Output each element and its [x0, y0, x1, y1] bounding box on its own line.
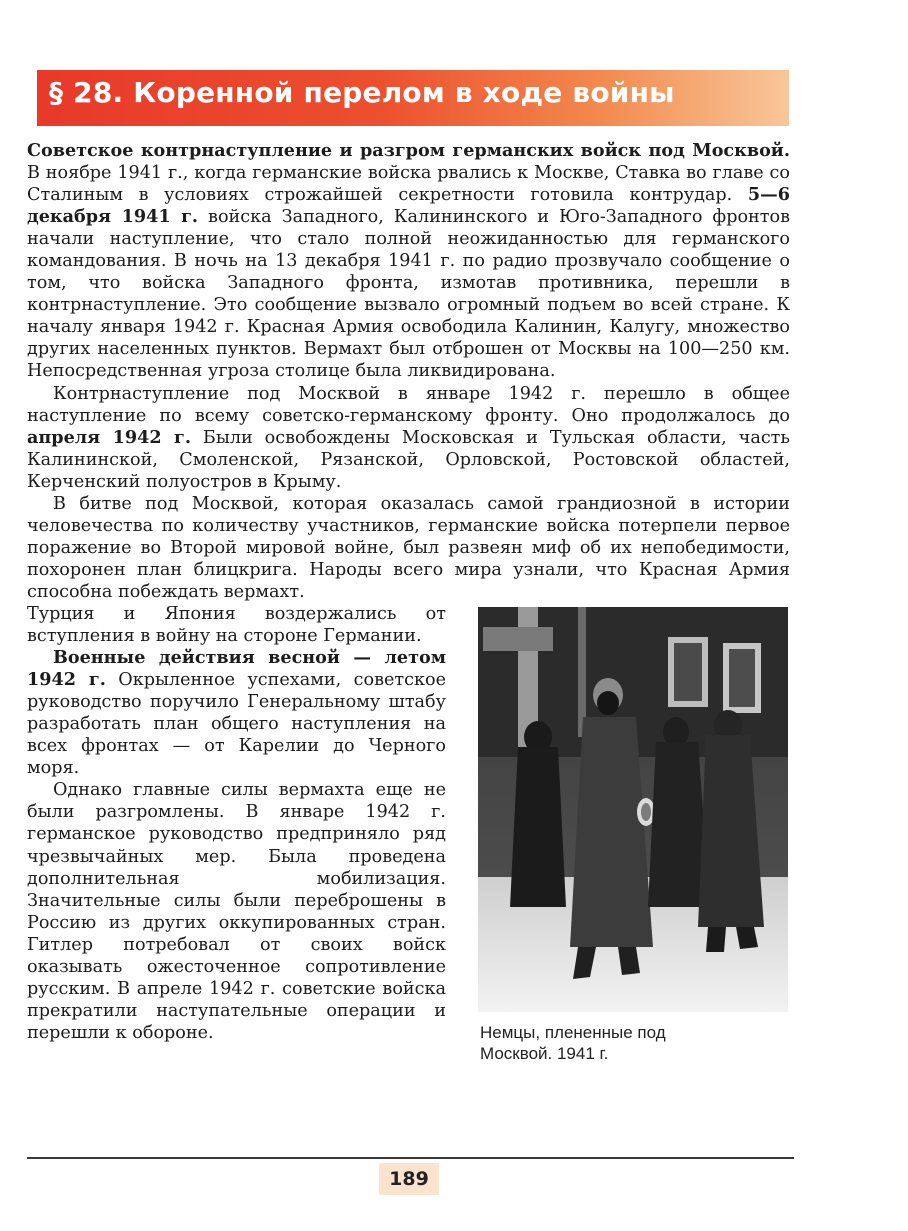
photo-captured-germans	[478, 607, 788, 1012]
text-span: войска Западного, Калининского и Юго-Западного фронтов начали наступление, что стало полной неожиданностью для германского командования. В ночь на 13 декабря 1941 г. по радио прозвучало сообщение о том, что войска Западного фронта, измотав противника, перешли в контрнаступление. Это сообщение вызвало огромный подъем во всей стране. К началу января 1942 г. Красная Армия освободила Калинин, Калугу, множество других населенных пунктов. Вермахт был отброшен от Москвы на 100—250 км. Непосредственная угроза столице была ликвидирована.	[27, 207, 791, 382]
bold-date: 5—6 декабря 1941 г.	[27, 184, 790, 228]
bold-date: апреля 1942 г.	[27, 426, 191, 448]
photo-caption: Немцы, плененные под Москвой. 1941 г.	[480, 1022, 666, 1063]
paragraph-turkey-japan: Турция и Япония воздержались от вступления в войну на стороне Германии.	[27, 603, 446, 647]
subheading-moscow: Советское контрнаступление и разгром германских войск под Москвой.	[27, 140, 790, 161]
paragraph-moscow-counteroffensive	[27, 140, 790, 383]
figure	[468, 607, 790, 1088]
section-title: § 28. Коренной перелом в ходе войны	[49, 76, 675, 109]
text-span: Окрыленное успехами, советское руководство поручило Генеральному штабу разработать план общего наступления на всех фронтах — от Карелии до Черного моря.	[27, 670, 446, 779]
subheading-spring-summer: Военные действия весной — летом 1942 г.	[27, 647, 446, 691]
section-heading-bar	[37, 70, 789, 126]
photo-illustration	[478, 607, 788, 1012]
paragraph-general-offensive	[27, 383, 790, 493]
paragraph-battle-significance: В битве под Москвой, которая оказалась самой грандиозной в истории человечества по количеству участников, германские войска потерпели первое поражение во Второй мировой войне, был развеян миф об их непобедимости, похоронен план блицкрига. Народы всего мира узнали, что Красная Армия способна побеждать вермахт.	[27, 493, 790, 602]
body-text	[27, 140, 790, 1088]
page-number: 189	[379, 1163, 439, 1195]
text-span: Контрнаступление под Москвой в январе 1942 г. перешло в общее наступление по всему советско-германскому фронту. Оно продолжалось до	[27, 383, 790, 426]
text-span: В ноябре 1941 г., когда германские войска рвались к Москве, Ставка во главе со Сталиным в условиях строжайшей секретности готовила контрудар.	[27, 163, 790, 206]
paragraph-wehrmacht-forces: Однако главные силы вермахта еще не были разгромлены. В январе 1942 г. германское руководство предприняло ряд чрезвычайных мер. Была проведена дополнительная мобилизация. Значительные силы были переброшены в Россию из других оккупированных стран. Гитлер потребовал от своих войск оказывать ожесточенное сопротивление русским. В апреле 1942 г. советские войска прекратили наступательные операции и перешли к обороне.	[27, 780, 446, 1043]
footer-divider	[27, 1157, 794, 1159]
text-span: Были освобождены Московская и Тульская области, часть Калининской, Смоленской, Рязанской, Орловской, Ростовской областей, Керченский полуостров в Крыму.	[27, 427, 790, 492]
